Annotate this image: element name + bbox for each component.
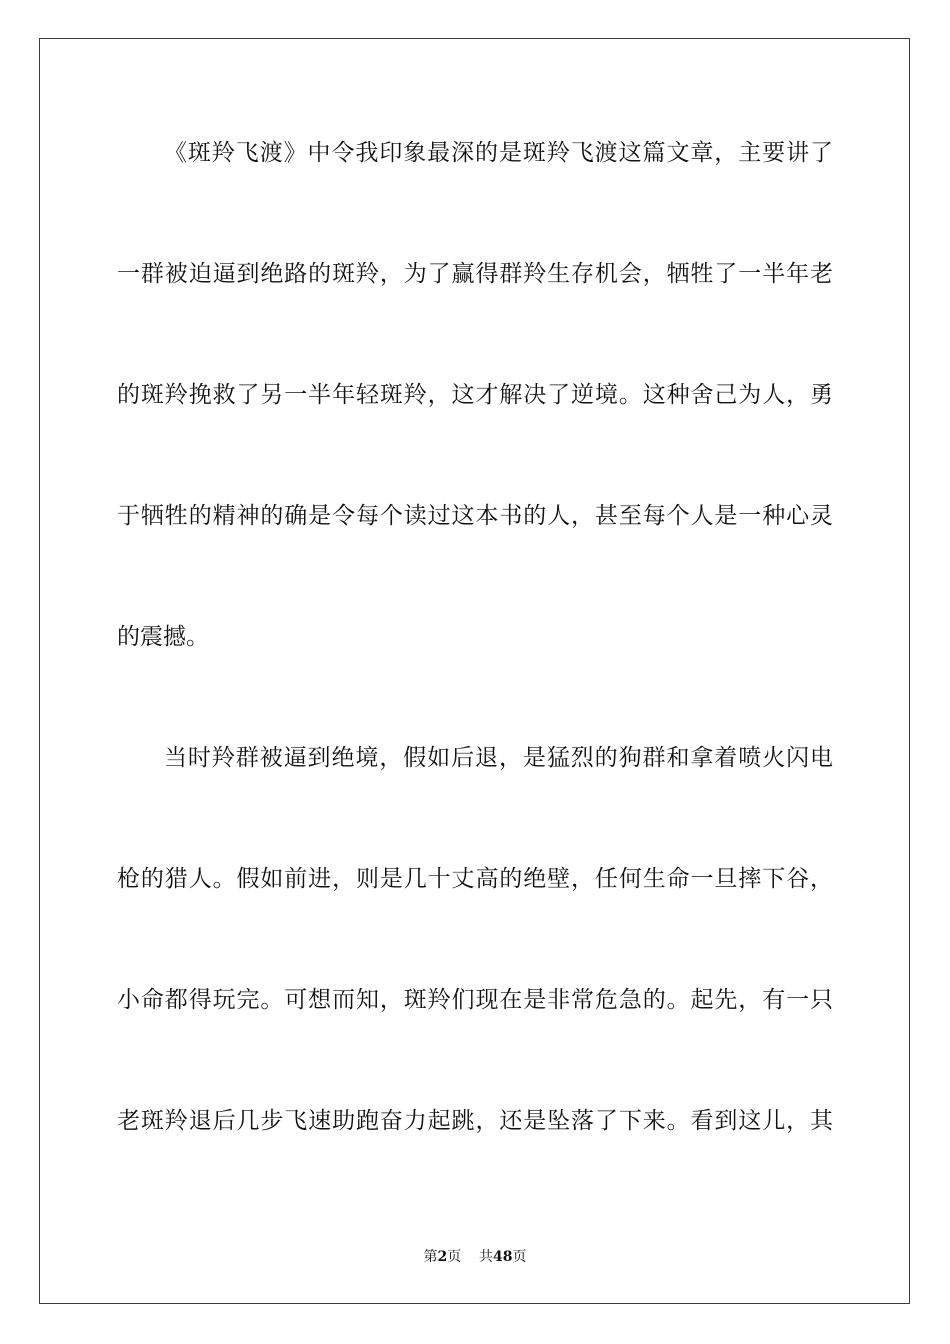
paragraph-1-line-3: 的斑羚挽救了另一半年轻斑羚，这才解决了逆境。这种舍己为人，勇: [117, 382, 833, 408]
footer-page-prefix: 第: [423, 1249, 438, 1265]
footer-page-suffix: 页: [447, 1249, 462, 1265]
footer-total-pages: 48: [493, 1249, 513, 1265]
paragraph-1-line-5: 的震撼。: [117, 624, 209, 650]
footer-total-prefix: 共: [479, 1249, 494, 1265]
footer-total-suffix: 页: [512, 1249, 527, 1265]
page-footer: [0, 1248, 950, 1266]
footer-page-number: 2: [437, 1249, 448, 1265]
paragraph-2-line-1: 当时羚群被逼到绝境，假如后退，是猛烈的狗群和拿着喷火闪电: [164, 745, 833, 771]
paragraph-1-line-2: 一群被迫逼到绝路的斑羚，为了赢得群羚生存机会，牺牲了一半年老: [117, 261, 833, 287]
paragraph-1-line-1: 《斑羚飞渡》中令我印象最深的是斑羚飞渡这篇文章，主要讲了: [164, 140, 833, 166]
paragraph-2-line-2: 枪的猎人。假如前进，则是几十丈高的绝壁，任何生命一旦摔下谷，: [117, 866, 833, 892]
paragraph-1-line-4: 于牺牲的精神的确是令每个读过这本书的人，甚至每个人是一种心灵: [117, 503, 833, 529]
paragraph-2-line-3: 小命都得玩完。可想而知，斑羚们现在是非常危急的。起先，有一只: [117, 987, 833, 1013]
paragraph-2-line-4: 老斑羚退后几步飞速助跑奋力起跳，还是坠落了下来。看到这儿，其: [117, 1108, 833, 1134]
